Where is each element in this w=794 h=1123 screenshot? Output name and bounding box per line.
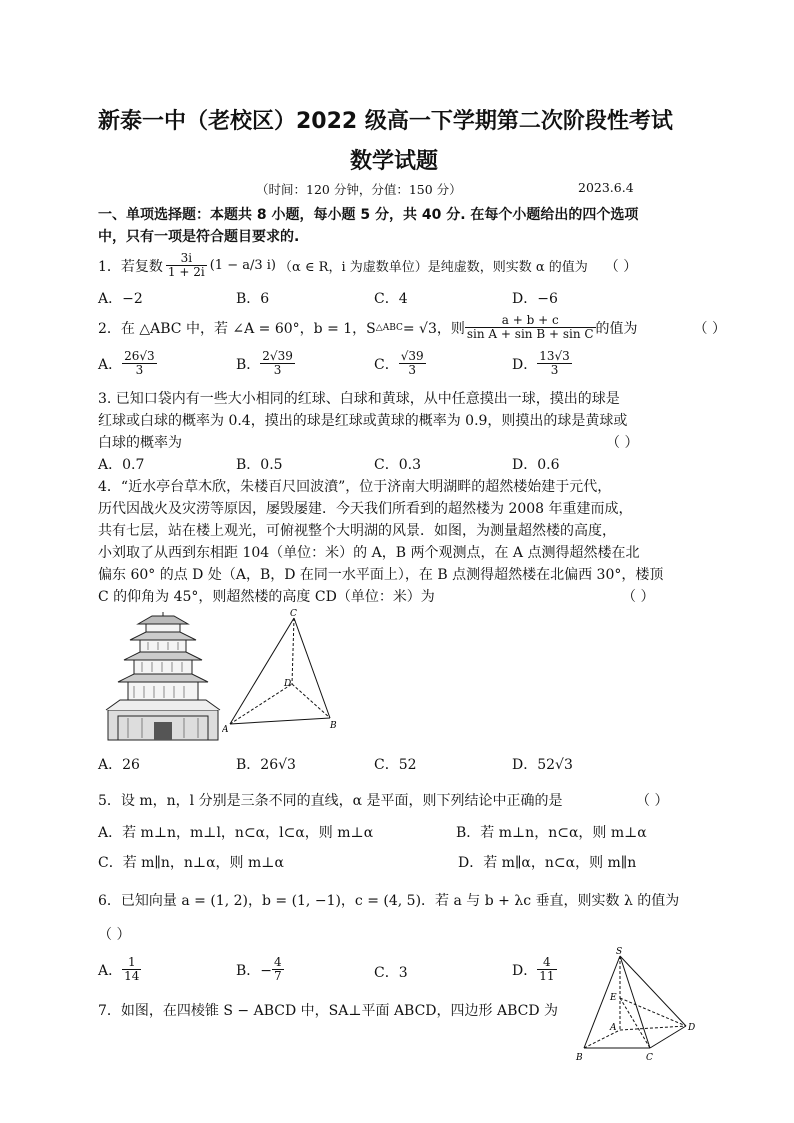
q2-answer-bracket: （ ） — [693, 320, 726, 337]
q2-option-a-num: 26√3 — [124, 349, 155, 363]
q5-answer-bracket: （ ） — [636, 793, 669, 809]
q6-option-c-label: C．3 — [374, 965, 408, 981]
q6-option-d — [512, 956, 557, 983]
q2-sub: △ABC — [375, 322, 403, 333]
q6-option-b — [236, 956, 284, 983]
q2-option-a-den: 3 — [135, 363, 144, 378]
q7-label-C: C — [646, 1053, 653, 1063]
q4-label-A: A — [222, 725, 229, 735]
q2-option-a — [98, 350, 157, 377]
q4-line1: 4．“近水亭台草木欣，朱楼百尺回波濆”，位于济南大明湖畔的超然楼始建于元代， — [98, 479, 612, 495]
q4-line5: 偏东 60° 的点 D 处（A，B，D 在同一水平面上），在 B 点测得超然楼在北偏西 30°，楼顶 — [98, 567, 664, 583]
q1-option-c: C．4 — [374, 291, 408, 307]
section-heading-line1: 一、单项选择题：本题共 8 小题，每小题 5 分，共 40 分. 在每个小题给出的四个选项 — [98, 207, 639, 223]
q7-label-B: B — [576, 1053, 583, 1063]
exam-info: （时间：120 分钟，分值：150 分） — [256, 182, 462, 197]
q6-line2: （ ） — [98, 927, 131, 943]
q2-suffix: 的值为 — [595, 320, 638, 337]
q3-line3: 白球的概率为 — [98, 435, 182, 451]
q1-answer-bracket: （ ） — [604, 258, 638, 275]
q4-option-c: C．52 — [374, 757, 417, 773]
q2-option-d — [512, 350, 572, 377]
exam-date: 2023.6.4 — [578, 180, 634, 195]
q5-line1: 5．设 m，n，l 分别是三条不同的直线，α 是平面，则下列结论中正确的是 — [98, 793, 563, 809]
q2-option-c-num: √39 — [400, 349, 424, 363]
q7-label-A: A — [610, 1023, 617, 1033]
q4-label-D: D — [284, 679, 292, 689]
building-door — [154, 722, 172, 740]
question-2 — [98, 314, 726, 341]
page-title: 新泰一中（老校区）2022 级高一下学期第二次阶段性考试 — [98, 109, 673, 134]
q6-option-b-den: 7 — [274, 969, 282, 984]
q2-option-c-label: C． — [374, 356, 399, 373]
q1-frac-den: 1 + 2i — [167, 265, 205, 280]
q7-label-S: S — [616, 947, 623, 957]
q2-option-b-den: 3 — [273, 363, 282, 378]
q3-answer-bracket: （ ） — [606, 435, 639, 451]
q3-option-c: C．0.3 — [374, 457, 421, 473]
q5-option-a: A．若 m⊥n，m⊥l，n⊂α，l⊂α，则 m⊥α — [98, 825, 374, 841]
q3-option-d: D．0.6 — [512, 457, 560, 473]
building-illustration — [104, 612, 222, 742]
q6-option-b-label: B．− — [236, 962, 273, 979]
q1-option-d: D．−6 — [512, 291, 558, 307]
q4-label-C: C — [290, 609, 297, 619]
q4-line4: 小刘取了从西到东相距 104（单位：米）的 A，B 两个观测点，在 A 点测得超然楼在北 — [98, 545, 640, 561]
q6-option-a — [98, 956, 141, 983]
q7-label-D: D — [688, 1023, 696, 1033]
q7-label-E: E — [610, 993, 617, 1003]
section-heading-line2: 中，只有一项是符合题目要求的. — [98, 229, 300, 245]
q3-line1: 3. 已知口袋内有一些大小相同的红球、白球和黄球，从中任意摸出一球，摸出的球是 — [98, 391, 620, 407]
page-subtitle: 数学试题 — [350, 149, 439, 174]
q4-line6: C 的仰角为 45°，则超然楼的高度 CD（单位：米）为 — [98, 589, 435, 605]
q2-fraction — [465, 314, 596, 341]
q1-fraction — [166, 252, 207, 279]
q2-option-c-den: 3 — [408, 363, 416, 378]
q2-option-d-label: D． — [512, 356, 538, 373]
q7-pyramid-figure — [570, 944, 710, 1068]
q6-option-d-den: 11 — [539, 969, 555, 984]
q1-paren-expr: (1 − a/3 i) — [209, 258, 276, 274]
q6-option-b-num: 4 — [274, 955, 282, 969]
q5-option-c: C．若 m∥n，n⊥α，则 m⊥α — [98, 855, 284, 871]
q1-suffix: （α ∈ R，i 为虚数单位）是纯虚数，则实数 α 的值为 — [278, 260, 588, 276]
q4-option-a: A．26 — [98, 757, 140, 773]
q6-option-d-num: 4 — [537, 956, 556, 970]
q6-option-a-label: A． — [98, 962, 123, 979]
q1-frac-num: 3i — [166, 252, 207, 266]
q2-option-b-label: B． — [236, 356, 261, 373]
q2-option-d-den: 3 — [550, 363, 559, 378]
q6-option-a-den: 14 — [124, 969, 140, 984]
question-1 — [98, 252, 637, 279]
q2-frac-num: a + b + c — [465, 314, 596, 328]
q2-option-c — [374, 350, 426, 377]
q5-option-b: B．若 m⊥n，n⊂α，则 m⊥α — [456, 825, 647, 841]
q2-option-b — [236, 350, 295, 377]
q1-option-a: A．−2 — [98, 291, 143, 307]
q2-option-d-num: 13√3 — [539, 349, 570, 363]
q2-mid: = √3，则 — [402, 320, 465, 337]
q4-option-d: D．52√3 — [512, 757, 573, 773]
q2-option-b-num: 2√39 — [262, 349, 293, 363]
q1-option-b: B．6 — [236, 291, 270, 307]
q3-option-b: B．0.5 — [236, 457, 283, 473]
q4-label-B: B — [330, 721, 337, 731]
q2-frac-den: sin A + sin B + sin C — [466, 327, 594, 342]
q4-option-b: B．26√3 — [236, 757, 296, 773]
q4-answer-bracket: （ ） — [622, 589, 655, 605]
q2-prefix: 2．在 △ABC 中，若 ∠A = 60°，b = 1，S — [98, 320, 376, 337]
q3-option-a: A．0.7 — [98, 457, 145, 473]
q4-tetrahedron-figure — [222, 606, 352, 736]
q4-line3: 共有七层，站在楼上观光，可俯视整个大明湖的风景．如图，为测量超然楼的高度， — [98, 523, 616, 539]
q3-line2: 红球或白球的概率为 0.4，摸出的球是红球或黄球的概率为 0.9，则摸出的球是黄球或 — [98, 413, 628, 429]
q5-option-d: D．若 m∥α，n⊂α，则 m∥n — [458, 855, 637, 871]
q2-option-a-label: A． — [98, 356, 123, 373]
q6-option-d-label: D． — [512, 962, 538, 979]
q1-prefix: 1．若复数 — [98, 258, 163, 275]
q4-line2: 历代因战火及灾涝等原因，屡毁屡建．今天我们所看到的超然楼为 2008 年重建而成， — [98, 501, 633, 517]
q6-line1: 6．已知向量 a = (1, 2)，b = (1, −1)，c = (4, 5)．若 a 与 b + λc 垂直，则实数 λ 的值为 — [98, 893, 680, 909]
q6-option-a-num: 1 — [122, 956, 141, 970]
q6-option-c — [374, 962, 408, 982]
q7-line1: 7．如图，在四棱锥 S − ABCD 中，SA⊥平面 ABCD，四边形 ABCD 为 — [98, 1003, 559, 1019]
